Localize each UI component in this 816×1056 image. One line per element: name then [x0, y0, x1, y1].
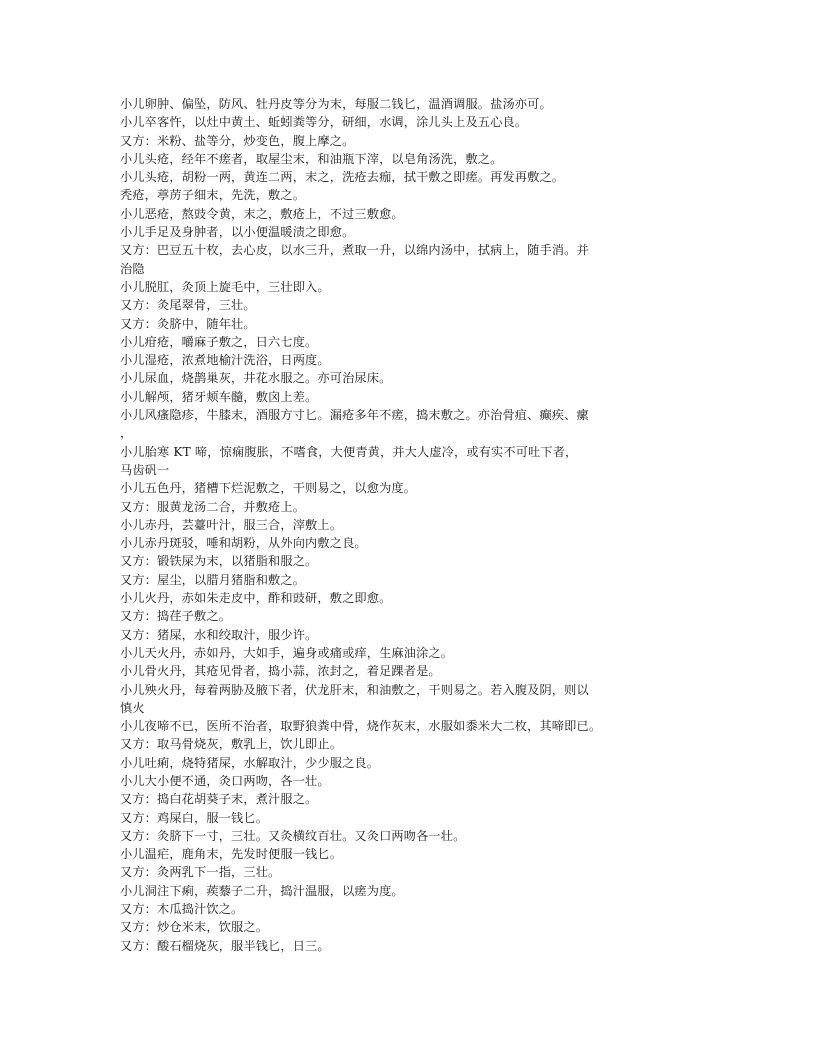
text-line: 小儿赤丹，芸薹叶汁，服三合，滓敷上。	[120, 517, 343, 532]
text-line: 小儿夜啼不已，医所不治者，取野狼粪中骨，烧作灰末，水服如黍米大二枚，其啼即已。	[120, 719, 602, 734]
text-line: 慎火	[120, 700, 145, 715]
text-line: 小儿头疮，经年不瘥者，取屋尘末，和油瓶下滓，以皂角汤洗，敷之。	[120, 151, 503, 166]
text-line: 又方：木瓜捣汁饮之。	[120, 902, 244, 917]
text-line: 小儿脱肛，灸顶上旋毛中，三壮即入。	[120, 279, 330, 294]
text-line: 小儿卵肿、偏坠，防风、牡丹皮等分为末，每服二钱匕，温酒调服。盐汤亦可。	[120, 97, 552, 111]
text-line: 小儿吐痢，烧特猪屎，水解取汁，少少服之良。	[120, 755, 380, 770]
text-line: 又方：捣荏子敷之。	[120, 609, 232, 624]
text-line: 又方：酸石榴烧灰，服半钱匕，日三。	[120, 938, 330, 953]
text-line: 小儿温疟，鹿角末，先发时便服一钱匕。	[120, 847, 343, 862]
text-line: 小儿火丹，赤如朱走皮中，酢和豉研，敷之即愈。	[120, 591, 392, 606]
text-line: 小儿赤丹斑驳，唾和胡粉，从外向内敷之良。	[120, 536, 367, 551]
text-line: 小儿头疮，胡粉一两，黄连二两，末之，洗疮去痂，拭干敷之即瘥。再发再敷之。	[120, 170, 565, 185]
text-line: 马齿矾一	[120, 462, 170, 477]
text-line: 小儿恶疮，熬豉令黄，末之，敷疮上，不过三敷愈。	[120, 206, 404, 221]
text-line: 小儿大小便不通，灸口两吻，各一壮。	[120, 773, 330, 788]
text-line: 又方：服黄龙汤二合，并敷疮上。	[120, 499, 306, 514]
text-line: 又方：米粉、盐等分，炒变色，腹上摩之。	[120, 133, 355, 148]
text-line: 又方：灸脐中，随年壮。	[120, 316, 256, 331]
text-line: 治隐	[120, 261, 145, 276]
text-line: 小儿手足及身肿者，以小便温暖渍之即愈。	[120, 225, 355, 240]
text-line: 又方：锻铁屎为末，以猪脂和服之。	[120, 554, 318, 569]
text-line: 又方：猪屎，水和绞取汁，服少许。	[120, 627, 318, 642]
text-line: 又方：灸两乳下一指，三壮。	[120, 865, 281, 880]
text-line: 又方：鸡屎白，服一钱匕。	[120, 810, 269, 825]
text-line: 小儿湿疮，浓煮地榆汁洗浴，日两度。	[120, 353, 330, 368]
document-body	[120, 95, 700, 955]
text-line: 又方：捣白花胡葵子末，煮汁服之。	[120, 792, 318, 807]
text-line: 又方：炒仓米末，饮服之。	[120, 920, 269, 935]
text-line: 又方：取马骨烧灰，敷乳上，饮儿即止。	[120, 737, 343, 752]
text-line: 又方：巴豆五十枚，去心皮，以水三升，煮取一升，以绵内汤中，拭病上，随手消。并	[120, 243, 589, 258]
text-line: 小儿殃火丹，每着两胁及腋下者，伏龙肝末，和油敷之，干则易之。若入腹及阴，则以	[120, 682, 589, 697]
text-line: 小儿卒客忤，以灶中黄土、蚯蚓粪等分，研细，水调，涂儿头上及五心良。	[120, 115, 528, 130]
text-line: 小儿骨火丹，其疮见骨者，捣小蒜，浓封之，着足踝者是。	[120, 664, 441, 679]
text-line: ，	[120, 426, 133, 441]
text-line: 秃疮，葶苈子细末，先洗，敷之。	[120, 188, 306, 203]
text-line: 小儿五色丹，猪槽下烂泥敷之，干则易之，以愈为度。	[120, 481, 417, 496]
text-line: 小儿尿血，烧鹊巢灰，井花水服之。亦可治尿床。	[120, 371, 392, 386]
text-line: 小儿疳疮，嚼麻子敷之，日六七度。	[120, 334, 318, 349]
text-line: 小儿天火丹，赤如丹，大如手，遍身或痛或痒，生麻油涂之。	[120, 645, 454, 660]
text-line: 又方：灸脐下一寸，三壮。又灸横纹百壮。又灸口两吻各一壮。	[120, 828, 466, 843]
text-line: 又方：灸尾翠骨，三壮。	[120, 298, 256, 313]
text-line: 又方：屋尘，以腊月猪脂和敷之。	[120, 572, 306, 587]
text-line: 小儿风瘙隐疹，牛膝末，酒服方寸匕。漏疮多年不瘥，捣末敷之。亦治骨疽、癫疾、瘰	[120, 408, 589, 423]
text-line: 小儿洞注下痢，蒺藜子二升，捣汁温服，以瘥为度。	[120, 883, 404, 898]
text-line: 小儿胎寒 KT 啼，惊痫腹胀，不嗜食，大便青黄，并大人虚冷，或有实不可吐下者，	[120, 444, 578, 459]
text-line: 小儿解颅，猪牙颊车髓，敷囟上差。	[120, 389, 318, 404]
